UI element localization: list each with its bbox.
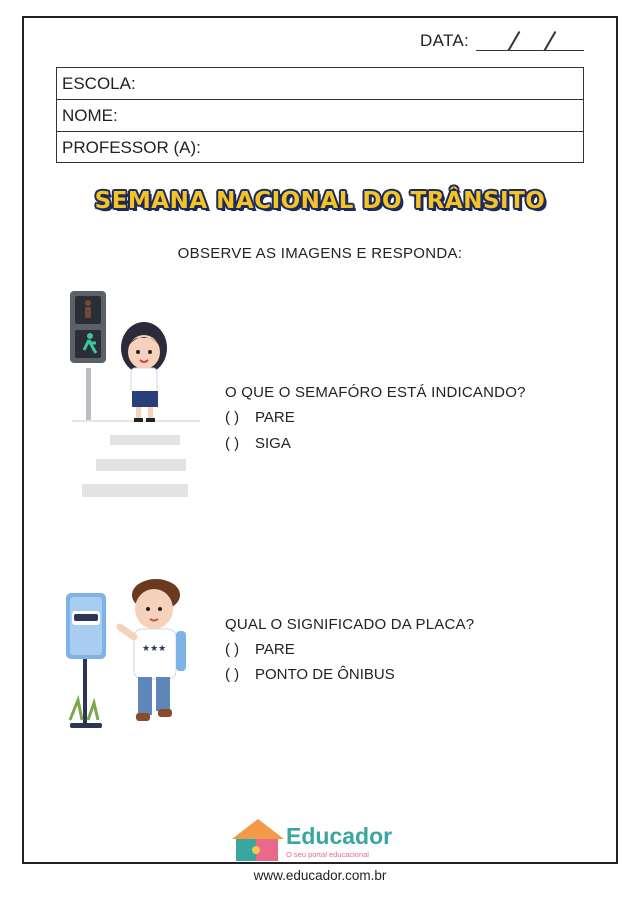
name-field[interactable]: NOME: [56,99,584,131]
option-label: PONTO DE ÔNIBUS [255,666,395,683]
date-label: DATA: [420,31,470,50]
checkbox-paren[interactable]: ( ) [225,641,240,658]
crosswalk-icon [82,435,188,497]
puzzle-house-icon [228,815,288,865]
question-2-option-pare[interactable] [225,641,295,658]
checkbox-paren[interactable]: ( ) [225,666,240,683]
question-1-text: O QUE O SEMAFÓRO ESTÁ INDICANDO? [225,384,526,401]
bus-stop-illustration [58,565,198,735]
traffic-light-icon [70,291,106,420]
question-2-option-ponto-de-onibus[interactable] [225,666,395,683]
page-title: SEMANA NACIONAL DO TRÂNSITO [94,188,546,214]
checkbox-paren[interactable]: ( ) [225,435,240,452]
question-1-option-siga[interactable] [225,435,291,452]
traffic-light-illustration [60,288,210,503]
info-fields [56,67,584,163]
option-label: PARE [255,641,295,658]
question-2-text: QUAL O SIGNIFICADO DA PLACA? [225,616,475,633]
option-label: PARE [255,409,295,426]
teacher-field[interactable]: PROFESSOR (A): [56,131,584,163]
footer-url[interactable]: www.educador.com.br [253,868,387,883]
svg-text:★★★: ★★★ [142,644,167,654]
question-1-option-pare[interactable] [225,409,295,426]
school-field[interactable]: ESCOLA: [56,67,584,99]
boy-illustration [120,579,186,721]
instruction: OBSERVE AS IMAGENS E RESPONDA: [177,245,463,262]
checkbox-paren[interactable]: ( ) [225,409,240,426]
girl-illustration [121,322,167,422]
date-line[interactable] [476,50,584,51]
bus-stop-sign-icon [66,593,106,728]
brand-name: Educador [286,823,393,849]
brand-tagline: O seu portal educacional [286,850,369,859]
option-label: SIGA [255,435,291,452]
